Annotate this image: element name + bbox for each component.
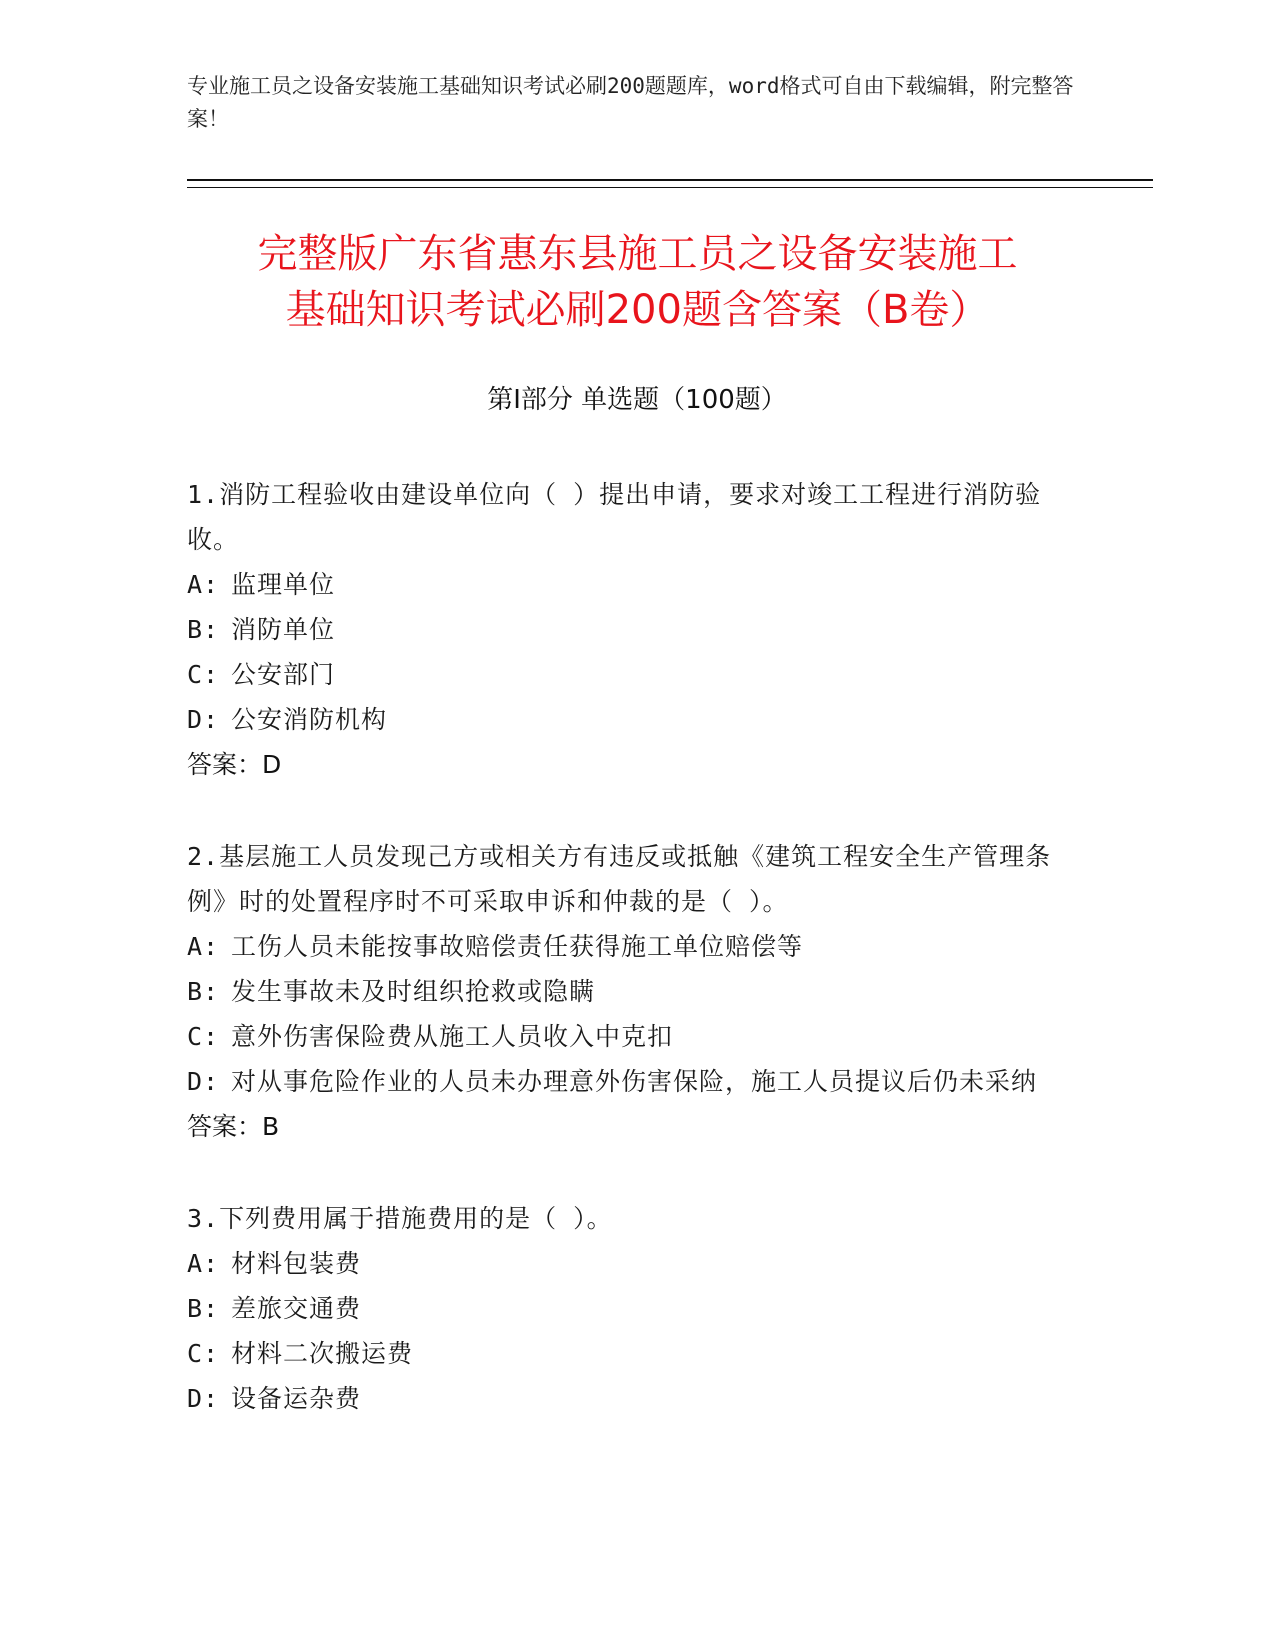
option-text: 差旅交通费 xyxy=(231,1294,362,1323)
option-d xyxy=(187,1376,1077,1421)
document-title-line-1: 完整版广东省惠东县施工员之设备安装施工 xyxy=(257,231,1018,277)
option-b xyxy=(187,1286,1077,1331)
option-letter: C: xyxy=(187,1022,220,1051)
option-text: 材料包装费 xyxy=(231,1249,362,1278)
header-note: 专业施工员之设备安装施工基础知识考试必刷200题题库，word格式可自由下载编辑，附完整答案！ xyxy=(187,74,1074,131)
option-d xyxy=(187,1059,1077,1104)
option-c xyxy=(187,1014,1077,1059)
question-stem: 1.消防工程验收由建设单位向（ ）提出申请，要求对竣工工程进行消防验收。 xyxy=(187,480,1042,554)
option-text: 意外伤害保险费从施工人员收入中克扣 xyxy=(231,1022,674,1051)
answer-line: 答案：B xyxy=(187,1112,280,1141)
question-stem: 2.基层施工人员发现己方或相关方有违反或抵触《建筑工程安全生产管理条例》时的处置程序时不可采取申诉和仲裁的是（ ）。 xyxy=(187,842,1052,916)
question-2 xyxy=(187,834,1077,1149)
option-letter: A: xyxy=(187,570,220,599)
option-letter: D: xyxy=(187,1384,220,1413)
option-d xyxy=(187,697,1077,742)
question-3 xyxy=(187,1196,1077,1421)
option-text: 发生事故未及时组织抢救或隐瞒 xyxy=(231,977,596,1006)
option-text: 公安部门 xyxy=(231,660,336,689)
document-title-line-2: 基础知识考试必刷200题含答案（B卷） xyxy=(285,287,990,333)
option-a xyxy=(187,1241,1077,1286)
option-text: 对从事危险作业的人员未办理意外伤害保险，施工人员提议后仍未采纳 xyxy=(231,1067,1038,1096)
option-b xyxy=(187,969,1077,1014)
option-letter: B: xyxy=(187,977,220,1006)
answer-line: 答案：D xyxy=(187,750,282,779)
option-letter: C: xyxy=(187,660,220,689)
option-text: 监理单位 xyxy=(231,570,336,599)
question-stem: 3.下列费用属于措施费用的是（ ）。 xyxy=(187,1204,613,1233)
option-letter: D: xyxy=(187,1067,220,1096)
option-c xyxy=(187,652,1077,697)
option-a xyxy=(187,562,1077,607)
option-letter: C: xyxy=(187,1339,220,1368)
option-text: 设备运杂费 xyxy=(231,1384,362,1413)
option-c xyxy=(187,1331,1077,1376)
option-letter: B: xyxy=(187,1294,220,1323)
option-a xyxy=(187,924,1077,969)
option-text: 消防单位 xyxy=(231,615,336,644)
option-letter: D: xyxy=(187,705,220,734)
question-list xyxy=(187,472,1077,1468)
option-letter: A: xyxy=(187,1249,220,1278)
option-b xyxy=(187,607,1077,652)
option-text: 公安消防机构 xyxy=(231,705,388,734)
option-letter: A: xyxy=(187,932,220,961)
option-text: 工伤人员未能按事故赔偿责任获得施工单位赔偿等 xyxy=(231,932,804,961)
question-1 xyxy=(187,472,1077,787)
option-letter: B: xyxy=(187,615,220,644)
document-title xyxy=(180,226,1095,338)
option-text: 材料二次搬运费 xyxy=(231,1339,414,1368)
section-heading: 第Ⅰ部分 单选题（100题） xyxy=(487,385,787,415)
header-divider xyxy=(187,179,1153,188)
